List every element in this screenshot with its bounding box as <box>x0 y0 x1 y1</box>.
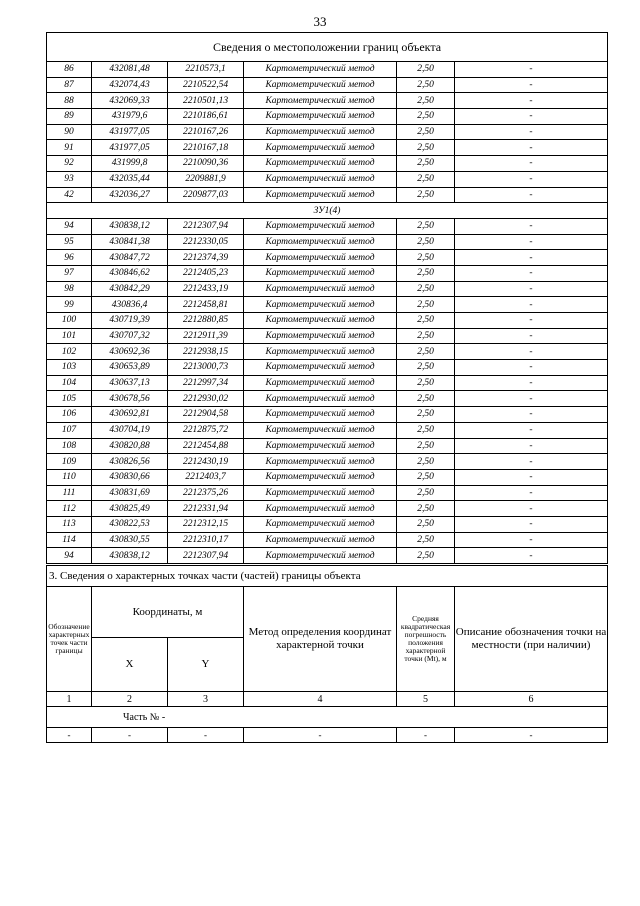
point-number-cell: 112 <box>47 501 92 517</box>
error-cell: 2,50 <box>397 407 455 423</box>
coord-x-cell: 430847,72 <box>92 250 168 266</box>
error-cell: 2,50 <box>397 485 455 501</box>
method-cell: Картометрический метод <box>244 501 397 517</box>
coord-y-cell: 2212904,58 <box>168 407 244 423</box>
point-number-cell: 104 <box>47 375 92 391</box>
coord-y-cell: 2212458,81 <box>168 297 244 313</box>
empty-cell: - <box>397 728 455 743</box>
method-cell: Картометрический метод <box>244 407 397 423</box>
table-row <box>47 438 608 454</box>
coord-x-cell: 431999,8 <box>92 156 168 172</box>
coord-x-cell: 430842,29 <box>92 281 168 297</box>
error-cell: 2,50 <box>397 218 455 234</box>
description-cell: - <box>455 250 608 266</box>
error-cell: 2,50 <box>397 140 455 156</box>
section-title: Сведения о местоположении границ объекта <box>47 33 608 62</box>
description-cell: - <box>455 62 608 78</box>
coord-x-cell: 430719,39 <box>92 313 168 329</box>
description-cell: - <box>455 281 608 297</box>
method-cell: Картометрический метод <box>244 548 397 564</box>
table-row <box>47 250 608 266</box>
coord-x-cell: 430830,55 <box>92 532 168 548</box>
point-number-cell: 101 <box>47 328 92 344</box>
method-cell: Картометрический метод <box>244 171 397 187</box>
coord-x-cell: 430707,32 <box>92 328 168 344</box>
coord-x-cell: 430836,4 <box>92 297 168 313</box>
method-cell: Картометрический метод <box>244 313 397 329</box>
error-cell: 2,50 <box>397 297 455 313</box>
coord-x-cell: 432069,33 <box>92 93 168 109</box>
coord-y-cell: 2212307,94 <box>168 218 244 234</box>
table-row <box>47 532 608 548</box>
description-cell: - <box>455 391 608 407</box>
description-cell: - <box>455 234 608 250</box>
coord-x-cell: 430820,88 <box>92 438 168 454</box>
column-number: 6 <box>455 692 608 707</box>
table-row <box>47 265 608 281</box>
point-number-cell: 105 <box>47 391 92 407</box>
error-cell: 2,50 <box>397 328 455 344</box>
coord-x-cell: 430831,69 <box>92 485 168 501</box>
coord-x-cell: 430826,56 <box>92 454 168 470</box>
description-cell: - <box>455 313 608 329</box>
coord-y-cell: 2210573,1 <box>168 62 244 78</box>
coord-y-cell: 2212330,05 <box>168 234 244 250</box>
table-row <box>47 281 608 297</box>
header-error: Средняя квадратическая погрешность положения характерной точки (Mt), м <box>397 587 455 692</box>
table-row <box>47 375 608 391</box>
error-cell: 2,50 <box>397 501 455 517</box>
table-row <box>47 171 608 187</box>
description-cell: - <box>455 140 608 156</box>
method-cell: Картометрический метод <box>244 234 397 250</box>
error-cell: 2,50 <box>397 265 455 281</box>
error-cell: 2,50 <box>397 62 455 78</box>
table-row <box>47 548 608 564</box>
description-cell: - <box>455 360 608 376</box>
header-coordinates: Координаты, м <box>92 587 244 638</box>
coord-y-cell: 2212405,23 <box>168 265 244 281</box>
table-row <box>47 62 608 78</box>
coord-y-cell: 2212310,17 <box>168 532 244 548</box>
description-cell: - <box>455 265 608 281</box>
point-number-cell: 95 <box>47 234 92 250</box>
coord-x-cell: 430838,12 <box>92 548 168 564</box>
coord-x-cell: 430653,89 <box>92 360 168 376</box>
table-row <box>47 454 608 470</box>
description-cell: - <box>455 156 608 172</box>
coord-y-cell: 2212880,85 <box>168 313 244 329</box>
method-cell: Картометрический метод <box>244 391 397 407</box>
error-cell: 2,50 <box>397 313 455 329</box>
table-row <box>47 77 608 93</box>
error-cell: 2,50 <box>397 124 455 140</box>
empty-cell: - <box>168 728 244 743</box>
coord-y-cell: 2210167,18 <box>168 140 244 156</box>
error-cell: 2,50 <box>397 93 455 109</box>
boundary-coordinates-table <box>46 32 608 564</box>
point-number-cell: 89 <box>47 109 92 125</box>
coord-y-cell: 2212454,88 <box>168 438 244 454</box>
description-cell: - <box>455 77 608 93</box>
point-number-cell: 100 <box>47 313 92 329</box>
coord-x-cell: 432074,43 <box>92 77 168 93</box>
description-cell: - <box>455 187 608 203</box>
table-row <box>47 360 608 376</box>
coord-y-cell: 2210522,54 <box>168 77 244 93</box>
error-cell: 2,50 <box>397 281 455 297</box>
description-cell: - <box>455 297 608 313</box>
column-number: 1 <box>47 692 92 707</box>
description-cell: - <box>455 328 608 344</box>
point-number-cell: 111 <box>47 485 92 501</box>
description-cell: - <box>455 344 608 360</box>
coord-y-cell: 2212312,15 <box>168 516 244 532</box>
point-number-cell: 113 <box>47 516 92 532</box>
empty-cell: - <box>47 728 92 743</box>
table-row <box>47 218 608 234</box>
error-cell: 2,50 <box>397 109 455 125</box>
method-cell: Картометрический метод <box>244 124 397 140</box>
point-number-cell: 114 <box>47 532 92 548</box>
description-cell: - <box>455 532 608 548</box>
coord-x-cell: 431979,6 <box>92 109 168 125</box>
method-cell: Картометрический метод <box>244 187 397 203</box>
table-row <box>47 140 608 156</box>
point-number-cell: 90 <box>47 124 92 140</box>
table-row <box>47 407 608 423</box>
column-number: 4 <box>244 692 397 707</box>
header-y: Y <box>168 638 244 692</box>
point-number-cell: 94 <box>47 548 92 564</box>
point-number-cell: 110 <box>47 469 92 485</box>
point-number-cell: 108 <box>47 438 92 454</box>
error-cell: 2,50 <box>397 469 455 485</box>
method-cell: Картометрический метод <box>244 156 397 172</box>
method-cell: Картометрический метод <box>244 469 397 485</box>
column-number: 5 <box>397 692 455 707</box>
coord-x-cell: 430692,81 <box>92 407 168 423</box>
point-number-cell: 86 <box>47 62 92 78</box>
table-row <box>47 124 608 140</box>
method-cell: Картометрический метод <box>244 438 397 454</box>
error-cell: 2,50 <box>397 516 455 532</box>
method-cell: Картометрический метод <box>244 344 397 360</box>
table-row <box>47 344 608 360</box>
description-cell: - <box>455 407 608 423</box>
method-cell: Картометрический метод <box>244 62 397 78</box>
coord-x-cell: 432081,48 <box>92 62 168 78</box>
error-cell: 2,50 <box>397 422 455 438</box>
error-cell: 2,50 <box>397 156 455 172</box>
method-cell: Картометрический метод <box>244 532 397 548</box>
table-row <box>47 156 608 172</box>
description-cell: - <box>455 218 608 234</box>
method-cell: Картометрический метод <box>244 328 397 344</box>
table-row <box>47 501 608 517</box>
coord-y-cell: 2209881,9 <box>168 171 244 187</box>
error-cell: 2,50 <box>397 187 455 203</box>
error-cell: 2,50 <box>397 360 455 376</box>
error-cell: 2,50 <box>397 171 455 187</box>
coord-y-cell: 2212374,39 <box>168 250 244 266</box>
part-label: Часть № - <box>47 707 608 728</box>
coord-x-cell: 430678,56 <box>92 391 168 407</box>
coord-y-cell: 2212307,94 <box>168 548 244 564</box>
error-cell: 2,50 <box>397 438 455 454</box>
coord-y-cell: 2212930,02 <box>168 391 244 407</box>
point-number-cell: 42 <box>47 187 92 203</box>
coord-y-cell: 2212433,19 <box>168 281 244 297</box>
error-cell: 2,50 <box>397 454 455 470</box>
table-row <box>47 328 608 344</box>
coord-x-cell: 430825,49 <box>92 501 168 517</box>
empty-cell: - <box>244 728 397 743</box>
description-cell: - <box>455 375 608 391</box>
empty-cell: - <box>92 728 168 743</box>
coord-y-cell: 2213000,73 <box>168 360 244 376</box>
coord-y-cell: 2210090,36 <box>168 156 244 172</box>
coord-x-cell: 430841,38 <box>92 234 168 250</box>
subsection-label: ЗУ1(4) <box>47 203 608 219</box>
header-point-designation: Обозначение характерных точек части границы <box>47 587 92 692</box>
point-number-cell: 93 <box>47 171 92 187</box>
error-cell: 2,50 <box>397 250 455 266</box>
description-cell: - <box>455 469 608 485</box>
description-cell: - <box>455 109 608 125</box>
table-row <box>47 391 608 407</box>
section3-title: 3. Сведения о характерных точках части (частей) границы объекта <box>47 566 608 587</box>
point-number-cell: 88 <box>47 93 92 109</box>
method-cell: Картометрический метод <box>244 375 397 391</box>
table-row <box>47 516 608 532</box>
coord-y-cell: 2212430,19 <box>168 454 244 470</box>
coord-x-cell: 430692,36 <box>92 344 168 360</box>
coord-x-cell: 431977,05 <box>92 124 168 140</box>
method-cell: Картометрический метод <box>244 516 397 532</box>
coord-x-cell: 430637,13 <box>92 375 168 391</box>
coord-y-cell: 2212375,26 <box>168 485 244 501</box>
error-cell: 2,50 <box>397 391 455 407</box>
coord-x-cell: 430830,66 <box>92 469 168 485</box>
column-number: 3 <box>168 692 244 707</box>
empty-cell: - <box>455 728 608 743</box>
point-number-cell: 106 <box>47 407 92 423</box>
method-cell: Картометрический метод <box>244 360 397 376</box>
error-cell: 2,50 <box>397 344 455 360</box>
description-cell: - <box>455 422 608 438</box>
description-cell: - <box>455 548 608 564</box>
method-cell: Картометрический метод <box>244 93 397 109</box>
table-row <box>47 109 608 125</box>
coord-x-cell: 430838,12 <box>92 218 168 234</box>
coord-x-cell: 432035,44 <box>92 171 168 187</box>
method-cell: Картометрический метод <box>244 485 397 501</box>
coord-y-cell: 2212938,15 <box>168 344 244 360</box>
error-cell: 2,50 <box>397 532 455 548</box>
coord-y-cell: 2210501,13 <box>168 93 244 109</box>
description-cell: - <box>455 438 608 454</box>
method-cell: Картометрический метод <box>244 454 397 470</box>
point-number-cell: 91 <box>47 140 92 156</box>
point-number-cell: 92 <box>47 156 92 172</box>
table-row <box>47 234 608 250</box>
description-cell: - <box>455 485 608 501</box>
method-cell: Картометрический метод <box>244 422 397 438</box>
coord-x-cell: 430704,19 <box>92 422 168 438</box>
point-number-cell: 96 <box>47 250 92 266</box>
table-row <box>47 187 608 203</box>
point-number-cell: 97 <box>47 265 92 281</box>
page-number: 33 <box>313 14 327 29</box>
coord-y-cell: 2212331,94 <box>168 501 244 517</box>
method-cell: Картометрический метод <box>244 281 397 297</box>
method-cell: Картометрический метод <box>244 297 397 313</box>
description-cell: - <box>455 124 608 140</box>
header-description: Описание обозначения точки на местности (при наличии) <box>455 587 608 692</box>
description-cell: - <box>455 93 608 109</box>
coord-y-cell: 2210167,26 <box>168 124 244 140</box>
table-row <box>47 297 608 313</box>
part-points-table <box>46 565 608 743</box>
coord-y-cell: 2212997,34 <box>168 375 244 391</box>
error-cell: 2,50 <box>397 77 455 93</box>
point-number-cell: 99 <box>47 297 92 313</box>
method-cell: Картометрический метод <box>244 250 397 266</box>
table-row <box>47 485 608 501</box>
coord-x-cell: 432036,27 <box>92 187 168 203</box>
point-number-cell: 98 <box>47 281 92 297</box>
description-cell: - <box>455 171 608 187</box>
point-number-cell: 87 <box>47 77 92 93</box>
method-cell: Картометрический метод <box>244 140 397 156</box>
point-number-cell: 109 <box>47 454 92 470</box>
description-cell: - <box>455 516 608 532</box>
coord-y-cell: 2209877,03 <box>168 187 244 203</box>
error-cell: 2,50 <box>397 548 455 564</box>
error-cell: 2,50 <box>397 234 455 250</box>
coord-y-cell: 2212875,72 <box>168 422 244 438</box>
table-row <box>47 93 608 109</box>
coord-y-cell: 2212911,39 <box>168 328 244 344</box>
method-cell: Картометрический метод <box>244 109 397 125</box>
table-row <box>47 422 608 438</box>
description-cell: - <box>455 501 608 517</box>
coord-x-cell: 430822,53 <box>92 516 168 532</box>
table-row <box>47 469 608 485</box>
point-number-cell: 107 <box>47 422 92 438</box>
method-cell: Картометрический метод <box>244 77 397 93</box>
coord-y-cell: 2210186,61 <box>168 109 244 125</box>
header-x: X <box>92 638 168 692</box>
error-cell: 2,50 <box>397 375 455 391</box>
point-number-cell: 94 <box>47 218 92 234</box>
method-cell: Картометрический метод <box>244 218 397 234</box>
method-cell: Картометрический метод <box>244 265 397 281</box>
coord-x-cell: 430846,62 <box>92 265 168 281</box>
coord-x-cell: 431977,05 <box>92 140 168 156</box>
point-number-cell: 102 <box>47 344 92 360</box>
coord-y-cell: 2212403,7 <box>168 469 244 485</box>
column-number: 2 <box>92 692 168 707</box>
table-row <box>47 313 608 329</box>
point-number-cell: 103 <box>47 360 92 376</box>
description-cell: - <box>455 454 608 470</box>
header-method: Метод определения координат характерной точки <box>244 587 397 692</box>
